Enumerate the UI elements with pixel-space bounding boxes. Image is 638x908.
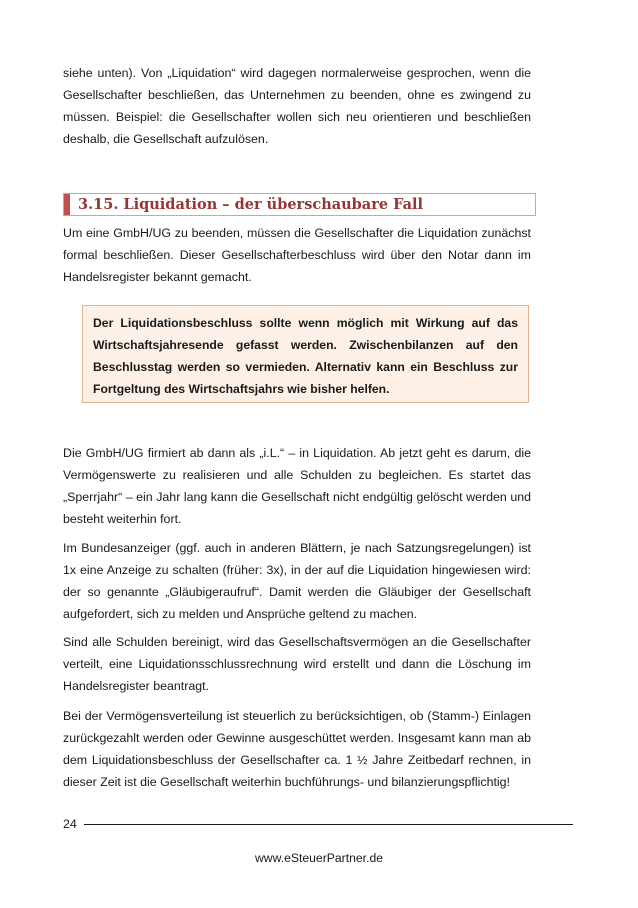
section-heading: 3.15. Liquidation – der überschaubare Fall	[78, 196, 424, 213]
paragraph-1: Um eine GmbH/UG zu beenden, müssen die Gesellschafter die Liquidation zunächst formal beschließen. Dieser Gesellschafterbeschluss wird über den Notar dann im Handelsregister bekannt gemacht.	[63, 226, 531, 284]
heading-accent-bar	[64, 194, 70, 215]
callout-text: Der Liquidationsbeschluss sollte wenn möglich mit Wirkung auf das Wirtschaftsjahresende gefasst werden. Zwischenbilanzen auf den Beschlusstag werden so vermieden. Alternativ kann ein Beschluss zur Fortgeltung des Wirtschaftsjahrs wie bisher helfen.	[93, 316, 518, 396]
paragraph-2: Die GmbH/UG firmiert ab dann als „i.L.“ – in Liquidation. Ab jetzt geht es darum, die Vermögenswerte zu realisieren und alle Schulden zu begleichen. Es startet das „Sperrjahr“ – ein Jahr lang kann die Gesellschaft nicht endgültig gelöscht werden und besteht weiterhin fort.	[63, 446, 531, 526]
footer-divider	[84, 824, 573, 825]
paragraph-4: Sind alle Schulden bereinigt, wird das Gesellschaftsvermögen an die Gesellschafter verteilt, eine Liquidationsschlussrechnung wird erstellt und dann die Löschung im Handelsregister beantragt.	[63, 635, 531, 693]
section-heading-box	[63, 193, 536, 216]
page-number: 24	[63, 817, 77, 831]
intro-paragraph: siehe unten). Von „Liquidation“ wird dagegen normalerweise gesprochen, wenn die Gesellschafter beschließen, das Unternehmen zu beenden, ohne es zwingend zu müssen. Beispiel: die Gesellschafter wollen sich neu orientieren und beschließen deshalb, die Gesellschaft aufzulösen.	[63, 66, 531, 146]
paragraph-3: Im Bundesanzeiger (ggf. auch in anderen Blättern, je nach Satzungsregelungen) ist 1x eine Anzeige zu schalten (früher: 3x), in der auf die Liquidation hingewiesen wird: der so genannte „Gläubigeraufruf“. Damit werden die Gläubiger der Gesellschaft aufgefordert, sich zu melden und Ansprüche geltend zu machen.	[63, 541, 531, 621]
tip-callout-box	[82, 305, 529, 403]
footer-url: www.eSteuerPartner.de	[254, 851, 384, 865]
paragraph-5: Bei der Vermögensverteilung ist steuerlich zu berücksichtigen, ob (Stamm-) Einlagen zurückgezahlt werden oder Gewinne ausgeschüttet werden. Insgesamt kann man ab dem Liquidationsbeschluss der Gesellschafter ca. 1 ½ Jahre Zeitbedarf rechnen, in dieser Zeit ist die Gesellschaft weiterhin buchführungs- und bilanzierungspflichtig!	[63, 709, 531, 789]
